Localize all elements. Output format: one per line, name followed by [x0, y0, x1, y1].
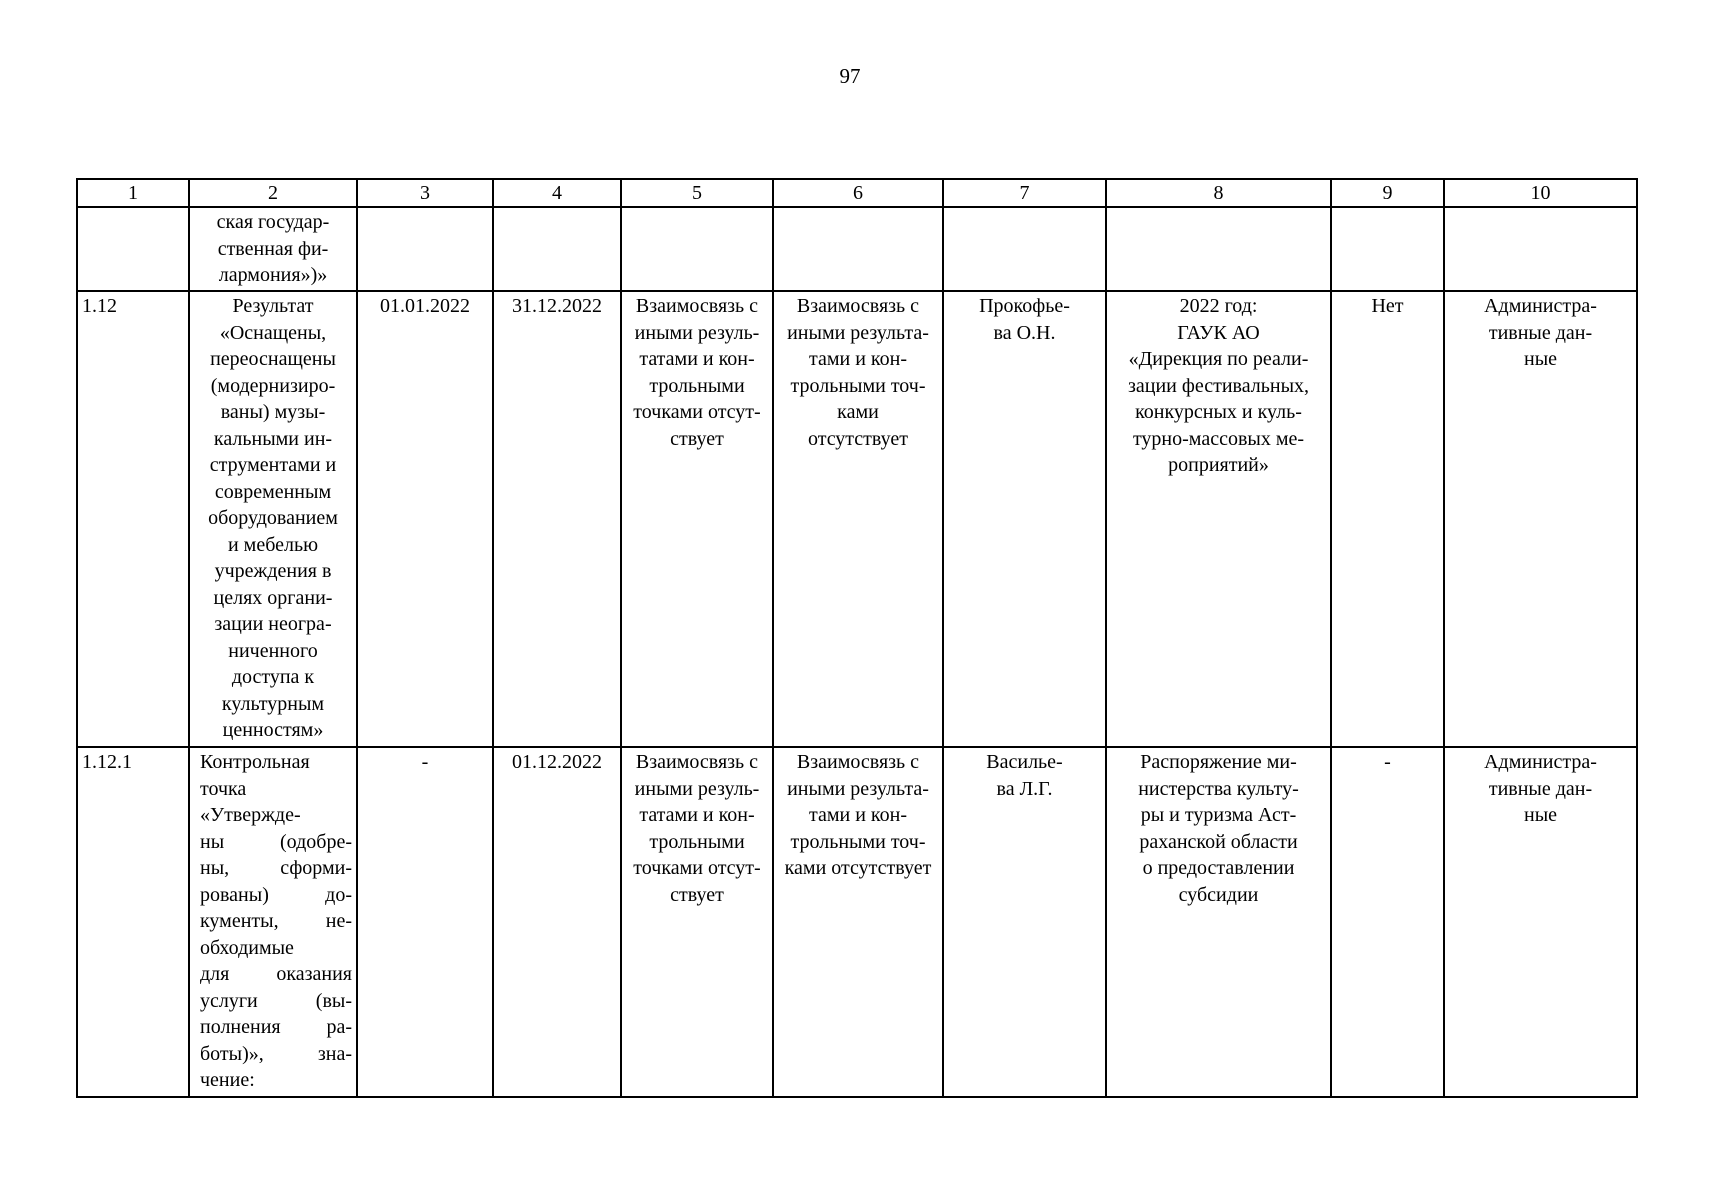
cell-name: Контрольная точка «Утвержде- ны (одобре- ны, сформи- рованы) до- кументы, не- обходимые для оказания услуги (вы- полнения ра- боты)», зна- чение:: [189, 747, 357, 1097]
column-number: 9: [1331, 179, 1444, 207]
cell-link-6: Взаимосвязь с иными результа- тами и кон- трольными точ- ками отсутствует: [773, 747, 943, 1097]
cell-source: Администра- тивные дан- ные: [1444, 747, 1637, 1097]
table-row: [77, 747, 1637, 1097]
column-number: 2: [189, 179, 357, 207]
cell-responsible: Прокофье- ва О.Н.: [943, 291, 1106, 747]
column-number: 6: [773, 179, 943, 207]
cell-name: Результат «Оснащены, переоснащены (модернизиро- ваны) музы- кальными ин- струментами и современным оборудованием и мебелью учреждения в целях органи- зации неогра- ниченного доступа к культурным ценностям»: [189, 291, 357, 747]
table-row: [77, 207, 1637, 291]
cell-link-6: [773, 207, 943, 291]
cell-documents: 2022 год: ГАУК АО «Дирекция по реали- зации фестивальных, конкурсных и куль- турно-массовых ме- роприятий»: [1106, 291, 1331, 747]
cell-source: Администра- тивные дан- ные: [1444, 291, 1637, 747]
column-number: 5: [621, 179, 773, 207]
cell-end-date: [493, 207, 621, 291]
cell-source: [1444, 207, 1637, 291]
column-number: 4: [493, 179, 621, 207]
cell-flag: -: [1331, 747, 1444, 1097]
cell-name: ская государ- ственная фи- лармония»)»: [189, 207, 357, 291]
cell-number: 1.12: [77, 291, 189, 747]
cell-number: 1.12.1: [77, 747, 189, 1097]
cell-documents: [1106, 207, 1331, 291]
cell-link-5: Взаимосвязь с иными резуль- татами и кон- трольными точками отсут- ствует: [621, 291, 773, 747]
column-number: 8: [1106, 179, 1331, 207]
column-number: 1: [77, 179, 189, 207]
cell-end-date: 31.12.2022: [493, 291, 621, 747]
cell-link-5: Взаимосвязь с иными резуль- татами и кон- трольными точками отсут- ствует: [621, 747, 773, 1097]
table-row: [77, 291, 1637, 747]
cell-documents: Распоряжение ми- нистерства культу- ры и туризма Аст- раханской области о предоставлении субсидии: [1106, 747, 1331, 1097]
column-number: 10: [1444, 179, 1637, 207]
plan-table: [76, 178, 1638, 1098]
cell-start-date: 01.01.2022: [357, 291, 493, 747]
cell-responsible: [943, 207, 1106, 291]
column-numbers-row: [77, 179, 1637, 207]
cell-number: [77, 207, 189, 291]
cell-end-date: 01.12.2022: [493, 747, 621, 1097]
cell-start-date: -: [357, 747, 493, 1097]
page-number: 97: [839, 64, 861, 88]
cell-flag: Нет: [1331, 291, 1444, 747]
cell-start-date: [357, 207, 493, 291]
cell-responsible: Василье- ва Л.Г.: [943, 747, 1106, 1097]
column-number: 3: [357, 179, 493, 207]
cell-link-5: [621, 207, 773, 291]
column-number: 7: [943, 179, 1106, 207]
cell-link-6: Взаимосвязь с иными результа- тами и кон- трольными точ- ками отсутствует: [773, 291, 943, 747]
cell-flag: [1331, 207, 1444, 291]
